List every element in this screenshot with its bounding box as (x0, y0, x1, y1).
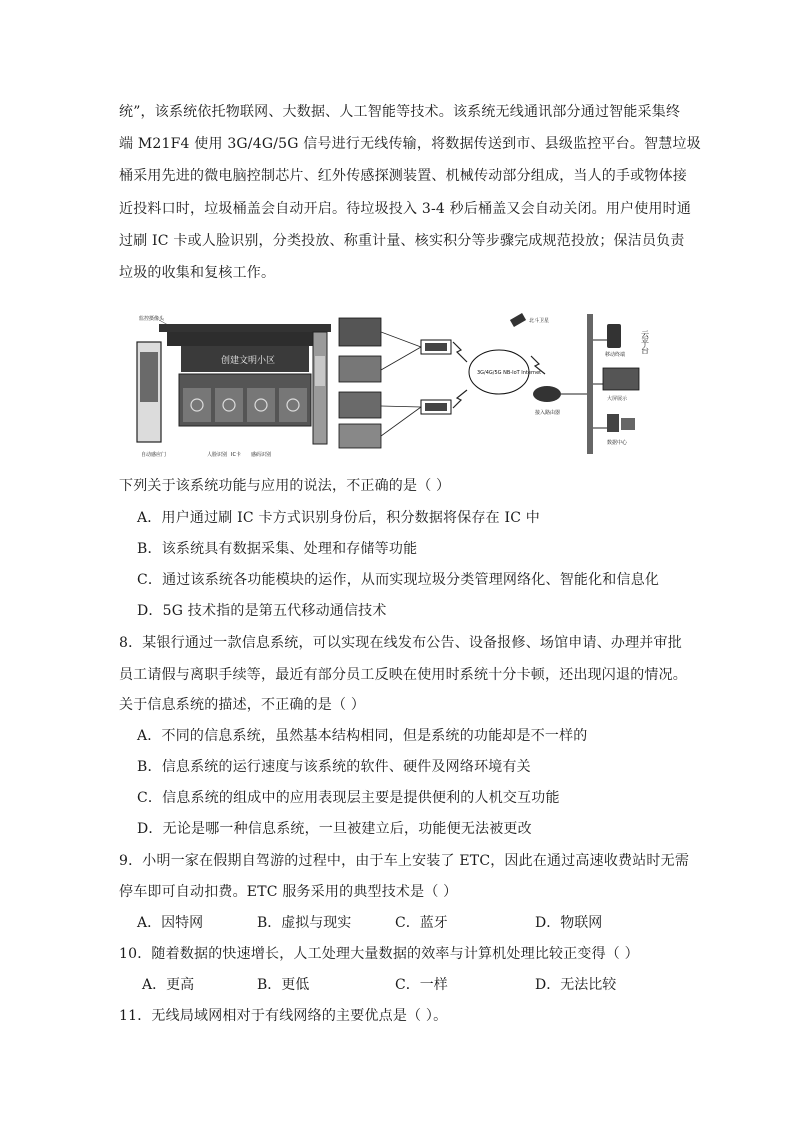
q9-option-a: A．因特网 (137, 915, 204, 931)
bin-1 (183, 388, 211, 422)
screen-label: 大屏展示 (607, 396, 628, 402)
datacenter-label: 数据中心 (607, 440, 628, 446)
mobile-label: 移动终端 (605, 352, 626, 358)
q9-option-d: D．物联网 (535, 915, 603, 931)
q7-option-c: C．通过该系统各功能模块的运作，从而实现垃圾分类管理网络化、智能化和信息化 (137, 572, 660, 588)
datacenter-icon (607, 414, 619, 432)
q9-line-2: 停车即可自动扣费。ETC 服务采用的典型技术是（ ） (119, 884, 458, 900)
q9-option-c: C．蓝牙 (395, 915, 448, 931)
monitor-icon (621, 418, 635, 430)
wireless-bolt-2 (453, 390, 467, 408)
bin-4 (279, 388, 307, 422)
face-label: 人脸识别 (207, 452, 228, 458)
device-photo-4 (339, 424, 381, 448)
sign-text: 创建文明小区 (221, 356, 276, 366)
kiosk-screen (140, 352, 158, 402)
router-icon (533, 386, 561, 402)
post-poster (315, 356, 325, 386)
intro-line-6: 垃圾的收集和复核工作。 (119, 265, 276, 281)
q7-option-b: B．该系统具有数据采集、处理和存储等功能 (137, 541, 418, 557)
backbone-bar (587, 314, 593, 454)
q10-option-a: A．更高 (142, 977, 195, 993)
q8-option-c: C．信息系统的组成中的应用表现层主要是提供便利的人机交互功能 (137, 790, 560, 806)
satellite-label: 北斗卫星 (529, 318, 550, 324)
q10-option-c: C．一样 (395, 977, 448, 993)
cloud-platform-label: 云平台 (640, 330, 650, 354)
q9-option-b: B．虚拟与现实 (257, 915, 352, 931)
q8-option-a: A．不同的信息系统，虽然基本结构相同，但是系统的功能却是不一样的 (137, 728, 588, 744)
intro-line-3: 桶采用先进的微电脑控制芯片、红外传感探测装置、机械传动部分组成，当人的手或物体接 (119, 168, 687, 184)
q10-stem: 10．随着数据的快速增长，人工处理大量数据的效率与计算机处理比较正变得（ ） (119, 946, 639, 962)
q8-line-3: 关于信息系统的描述，不正确的是（ ） (119, 697, 366, 713)
weigh-label: 感码识别 (251, 452, 272, 458)
intro-line-5: 过刷 IC 卡或人脸识别，分类投放、称重计量、核实积分等步骤完成规范投放；保洁员负责 (119, 233, 685, 249)
terminal-screen-1 (425, 343, 447, 351)
q8-line-2: 员工请假与离职手续等，最近有部分员工反映在使用时系统十分卡顿，还出现闪退的情况。 (119, 667, 687, 683)
q7-option-d: D．5G 技术指的是第五代移动通信技术 (137, 603, 387, 619)
mobile-icon (607, 324, 621, 348)
q8-option-d: D．无论是哪一种信息系统，一旦被建立后，功能便无法被更改 (137, 821, 532, 837)
q9-line-1: 9．小明一家在假期自驾游的过程中，由于车上安装了 ETC，因此在通过高速收费站时无需 (119, 853, 690, 869)
device-photo-1 (339, 318, 381, 346)
wireless-bolt-1 (453, 342, 467, 362)
bin-2 (215, 388, 243, 422)
camera-label: 监控摄像头 (139, 316, 165, 322)
system-diagram-figure (131, 310, 661, 460)
intro-line-1: 统”，该系统依托物联网、大数据、人工智能等技术。该系统无线通讯部分通过智能采集终 (119, 104, 681, 120)
q8-line-1: 8．某银行通过一款信息系统，可以实现在线发布公告、设备报修、场馆申请、办理并审批 (119, 635, 682, 651)
ic-label: IC卡 (231, 452, 241, 458)
shelter-post (313, 332, 327, 444)
shelter-roof (159, 324, 331, 332)
door-label: 自动感应门 (141, 452, 167, 458)
q7-option-a: A．用户通过刷 IC 卡方式识别身份后，积分数据将保存在 IC 中 (137, 510, 540, 526)
q10-option-d: D．无法比较 (535, 977, 617, 993)
q11-stem: 11．无线局域网相对于有线网络的主要优点是（ ）。 (119, 1008, 448, 1024)
terminal-screen-2 (425, 403, 447, 411)
q10-option-b: B．更低 (257, 977, 310, 993)
device-photo-2 (339, 356, 381, 382)
device-photo-3 (339, 392, 381, 418)
q7-stem: 下列关于该系统功能与应用的说法，不正确的是（ ） (119, 478, 451, 494)
q8-option-b: B．信息系统的运行速度与该系统的软件、硬件及网络环境有关 (137, 759, 531, 775)
intro-line-2: 端 M21F4 使用 3G/4G/5G 信号进行无线传输，将数据传送到市、县级监控平台。智慧垃圾 (119, 136, 701, 152)
network-label: 3G/4G/5G NB-IoT Internet (477, 370, 542, 376)
router-label: 接入路由器 (535, 410, 561, 416)
screen-icon (603, 368, 639, 390)
intro-line-4: 近投料口时，垃圾桶盖会自动开启。待垃圾投入 3-4 秒后桶盖又会自动关闭。用户使用时通 (119, 201, 692, 217)
satellite-icon (510, 313, 526, 327)
bin-3 (247, 388, 275, 422)
shelter-header (167, 332, 323, 346)
